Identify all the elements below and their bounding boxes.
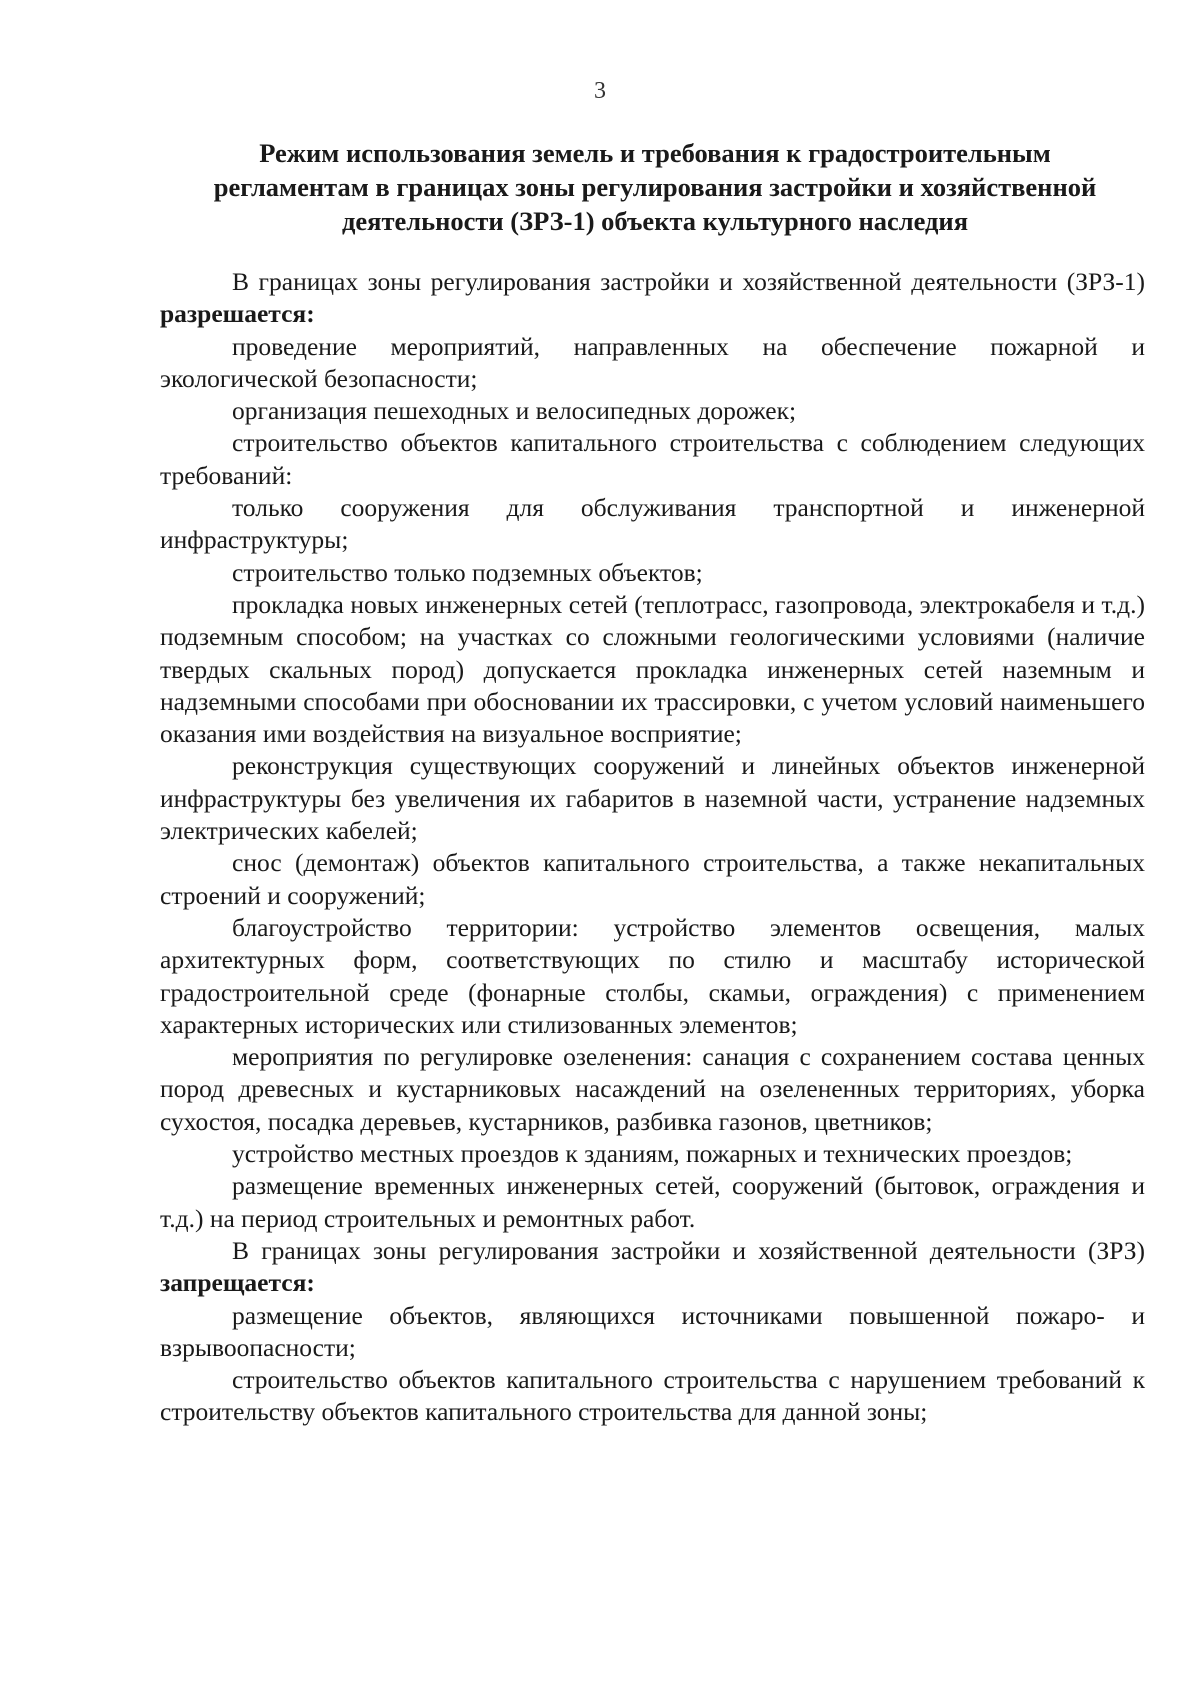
allowed-item: организация пешеходных и велосипедных дорожек; (232, 396, 797, 426)
allowed-item: проведение мероприятий, направленных на обеспечение пожарной и экологической безопасности; (160, 331, 1145, 393)
allowed-item: снос (демонтаж) объектов капитального строительства, а также некапитальных строений и сооружений; (160, 848, 1145, 910)
title-line: деятельности (ЗРЗ-1) объекта культурного наследия (341, 206, 969, 236)
allowed-item: устройство местных проездов к зданиям, пожарных и технических проездов; (232, 1139, 1073, 1169)
allowed-item: строительство только подземных объектов; (232, 557, 703, 587)
allowed-item: благоустройство территории: устройство элементов освещения, малых архитектурных форм, соответствующих по стилю и масштабу исторической градостроительной среде (фонарные столбы, скамьи, ограждения) с применением характерных исторических или стилизованных элементов; (160, 912, 1145, 1039)
forbidden-intro-emphasis: запрещается: (160, 1268, 315, 1298)
page-number: 3 (594, 78, 606, 104)
title-line: регламентам в границах зоны регулирования застройки и хозяйственной (213, 172, 1097, 202)
forbidden-item: строительство объектов капитального строительства с нарушением требований к строительству объектов капитального строительства для данной зоны; (160, 1365, 1145, 1427)
allowed-item: только сооружения для обслуживания транспортной и инженерной инфраструктуры; (160, 493, 1145, 555)
allowed-item: строительство объектов капитального строительства с соблюдением следующих требований: (160, 428, 1145, 490)
allowed-item: мероприятия по регулировке озеленения: санация с сохранением состава ценных пород древесных и кустарниковых насаждений на озелененных территориях, уборка сухостоя, посадка деревьев, кустарников, разбивка газонов, цветников; (160, 1042, 1145, 1136)
forbidden-item: размещение объектов, являющихся источниками повышенной пожаро- и взрывоопасности; (160, 1300, 1145, 1362)
title-line: Режим использования земель и требования к градостроительным (259, 138, 1051, 168)
allowed-item: размещение временных инженерных сетей, сооружений (бытовок, ограждения и т.д.) на период строительных и ремонтных работ. (160, 1171, 1145, 1233)
forbidden-intro-text: В границах зоны регулирования застройки и хозяйственной деятельности (ЗРЗ) (232, 1235, 1145, 1265)
allowed-item: реконструкция существующих сооружений и линейных объектов инженерной инфраструктуры без увеличения их габаритов в наземной части, устранение надземных электрических кабелей; (160, 751, 1145, 846)
allowed-intro-paragraph (160, 266, 1145, 331)
allowed-intro-text: В границах зоны регулирования застройки и хозяйственной деятельности (ЗРЗ-1) (232, 267, 1145, 296)
allowed-item: прокладка новых инженерных сетей (теплотрасс, газопровода, электрокабеля и т.д.) подземным способом; на участках со сложными геологическими условиями (наличие твердых скальных пород) допускается прокладка инженерных сетей наземным и надземными способами при обосновании их трассировки, с учетом условий наименьшего оказания ими воздействия на визуальное восприятие; (160, 589, 1145, 749)
forbidden-intro-paragraph (160, 1235, 1145, 1300)
section-title (160, 136, 1150, 238)
document-body (160, 266, 1145, 1429)
allowed-intro-emphasis: разрешается: (160, 299, 315, 329)
